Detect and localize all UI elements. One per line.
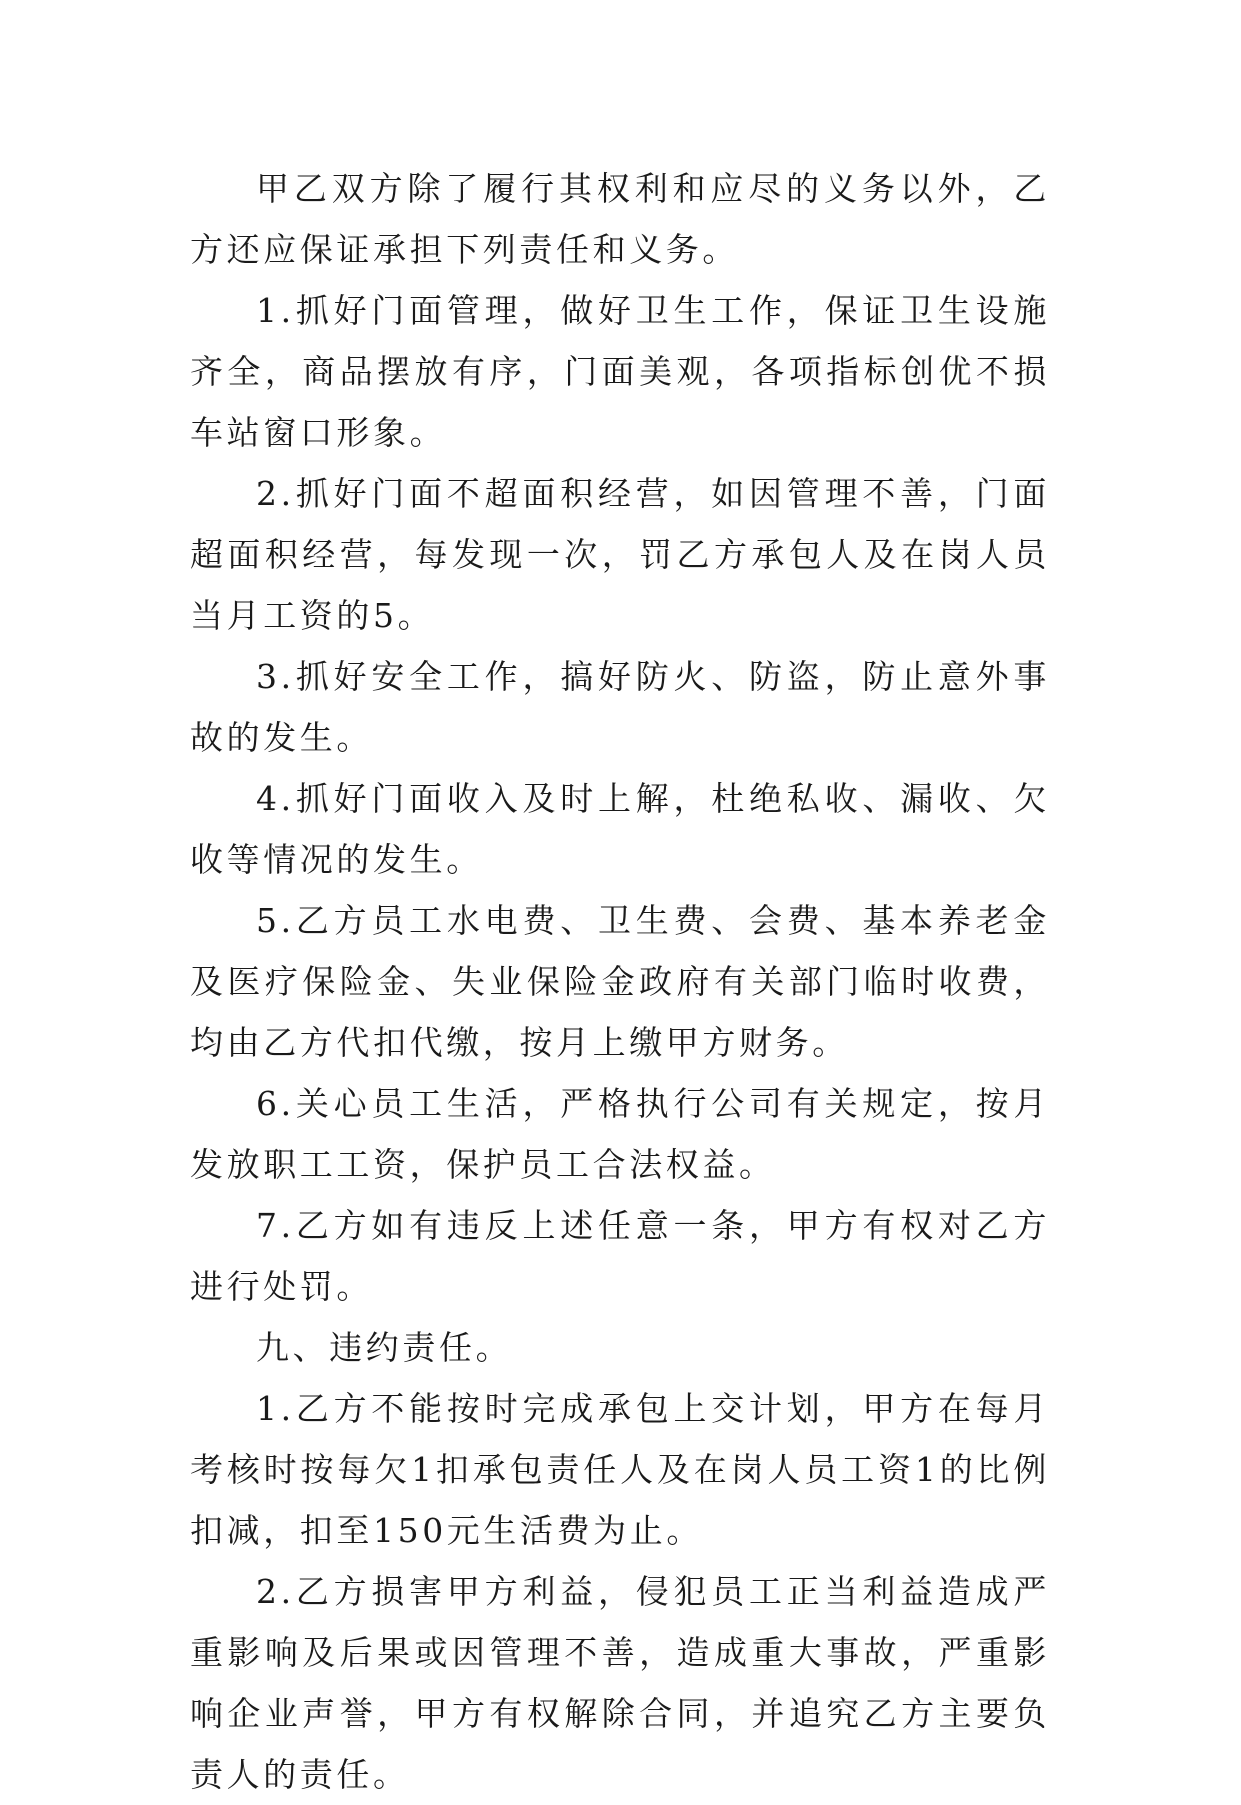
paragraph-item-4: 4.抓好门面收入及时上解，杜绝私收、漏收、欠收等情况的发生。: [190, 779, 1050, 879]
document-body: [190, 158, 1050, 1805]
paragraph-item-2: 2.抓好门面不超面积经营，如因管理不善，门面超面积经营，每发现一次，罚乙方承包人及在岗人员当月工资的5。: [190, 474, 1050, 635]
paragraph-breach-2: 2.乙方损害甲方利益，侵犯员工正当利益造成严重影响及后果或因管理不善，造成重大事故，严重影响企业声誉，甲方有权解除合同，并追究乙方主要负责人的责任。: [190, 1572, 1050, 1794]
paragraph-item-7: 7.乙方如有违反上述任意一条，甲方有权对乙方进行处罚。: [190, 1206, 1050, 1306]
paragraph-item-3: 3.抓好安全工作，搞好防火、防盗，防止意外事故的发生。: [190, 657, 1050, 757]
paragraph-item-6: 6.关心员工生活，严格执行公司有关规定，按月发放职工工资，保护员工合法权益。: [190, 1084, 1050, 1184]
paragraph-intro: 甲乙双方除了履行其权利和应尽的义务以外，乙方还应保证承担下列责任和义务。: [190, 169, 1050, 269]
paragraph-breach-1: 1.乙方不能按时完成承包上交计划，甲方在每月考核时按每欠1扣承包责任人及在岗人员工资1的比例扣减，扣至150元生活费为止。: [190, 1389, 1050, 1550]
paragraph-item-5: 5.乙方员工水电费、卫生费、会费、基本养老金及医疗保险金、失业保险金政府有关部门临时收费，均由乙方代扣代缴，按月上缴甲方财务。: [190, 901, 1050, 1062]
paragraph-item-1: 1.抓好门面管理，做好卫生工作，保证卫生设施齐全，商品摆放有序，门面美观，各项指标创优不损车站窗口形象。: [190, 291, 1050, 452]
section-heading-breach: 九、违约责任。: [256, 1328, 513, 1367]
